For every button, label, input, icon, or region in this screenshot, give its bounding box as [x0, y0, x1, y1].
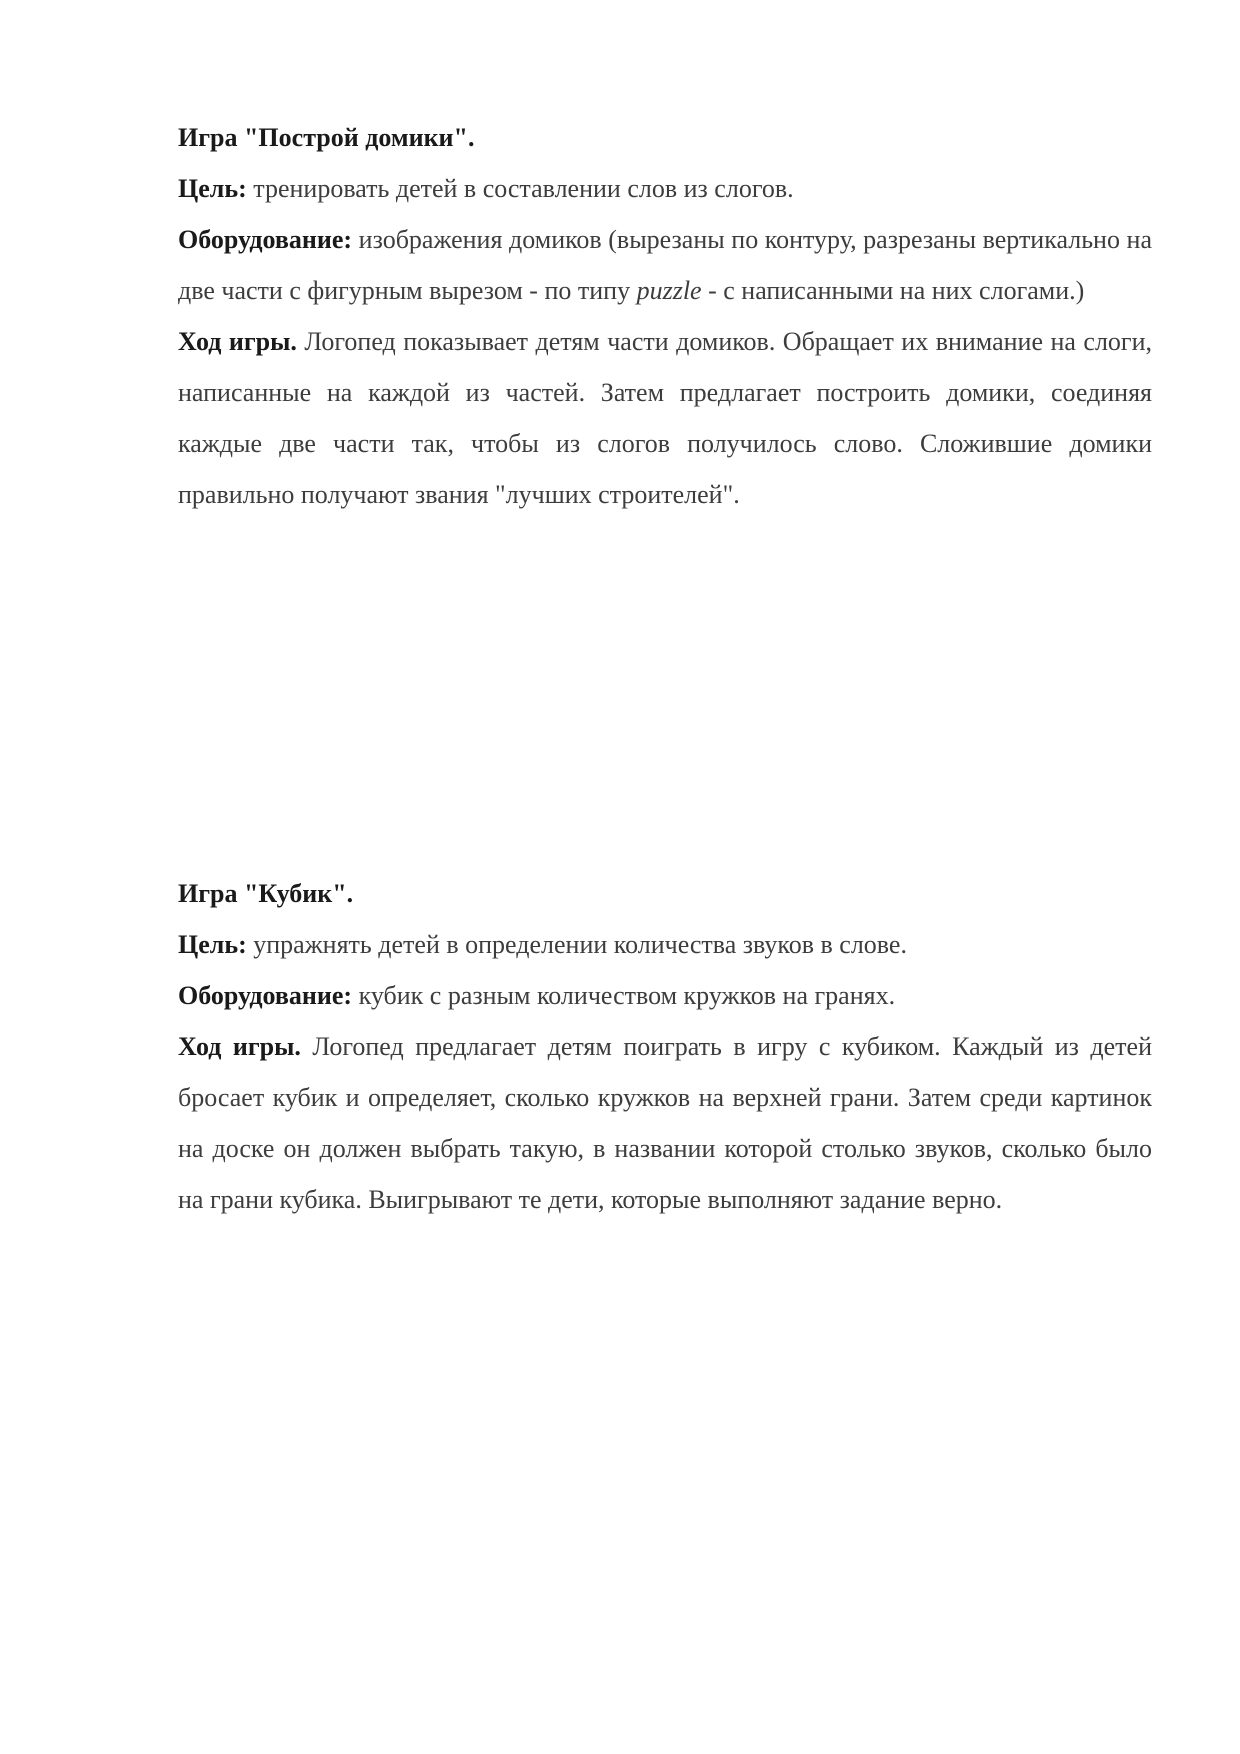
game-section-build-houses — [178, 112, 1152, 520]
game-section-cube — [178, 868, 1152, 1225]
equipment-label: Оборудование: — [178, 225, 353, 254]
goal-text: тренировать детей в составлении слов из слогов. — [253, 174, 794, 203]
goal-paragraph — [178, 919, 1152, 970]
game-title: Игра "Построй домики". — [178, 123, 475, 152]
goal-text: упражнять детей в определении количества звуков в слове. — [253, 930, 907, 959]
equipment-paragraph — [178, 214, 1152, 316]
equipment-label: Оборудование: — [178, 981, 353, 1010]
procedure-label: Ход игры. — [178, 327, 297, 356]
procedure-paragraph — [178, 1021, 1152, 1225]
equipment-text-end: - с написанными на них слогами.) — [708, 276, 1085, 305]
goal-label: Цель: — [178, 174, 247, 203]
equipment-text: кубик с разным количеством кружков на гранях. — [358, 981, 896, 1010]
procedure-paragraph — [178, 316, 1152, 520]
procedure-text: Логопед предлагает детям поиграть в игру с кубиком. Каждый из детей бросает кубик и определяет, сколько кружков на верхней грани. Затем среди картинок на доске он должен выбрать такую, в названии которой столько звуков, сколько было на грани кубика. Выигрывают те дети, которые выполняют задание верно. — [178, 1032, 1152, 1214]
procedure-text: Логопед показывает детям части домиков. Обращает их внимание на слоги, написанные на каждой из частей. Затем предлагает построить домики, соединяя каждые две части так, чтобы из слогов получилось слово. Сложившие домики правильно получают звания "лучших строителей". — [178, 327, 1152, 509]
goal-label: Цель: — [178, 930, 247, 959]
game-title: Игра "Кубик". — [178, 879, 354, 908]
equipment-italic-term: puzzle — [636, 276, 702, 305]
equipment-paragraph — [178, 970, 1152, 1021]
procedure-label: Ход игры. — [178, 1032, 301, 1061]
goal-paragraph — [178, 163, 1152, 214]
equipment-text: изображения домиков (вырезаны по контуру, разрезаны вертикально на две части с фигурным вырезом - по типу — [178, 225, 1153, 305]
